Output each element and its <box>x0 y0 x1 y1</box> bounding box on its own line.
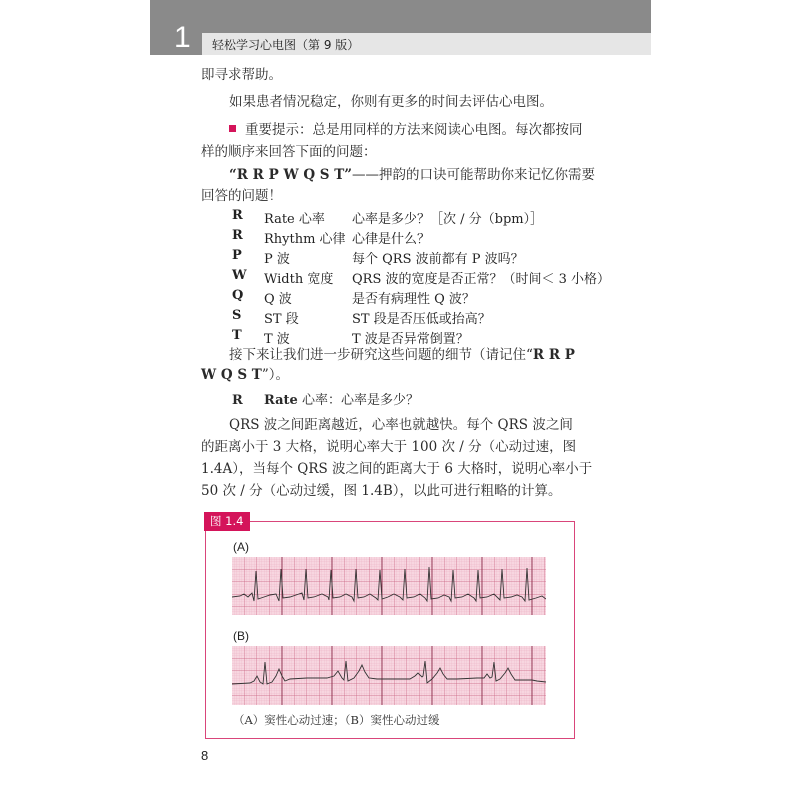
tip-line-2: 样的顺序来回答下面的问题： <box>201 144 377 160</box>
paragraph-stable: 如果患者情况稳定，你则有更多的时间去评估心电图。 <box>229 94 553 110</box>
rate-paragraph-line: QRS 波之间距离越近，心率也就越快。每个 QRS 波之间 <box>229 417 573 433</box>
next-line-1: 接下来让我们进一步研究这些问题的细节（请记住“R R P <box>229 347 575 363</box>
rate-paragraph-line: 1.4A），当每个 QRS 波之间的距离大于 6 大格时，说明心率小于 <box>201 461 593 477</box>
mnemonic-line-2: 回答的问题！ <box>201 188 282 204</box>
running-header <box>202 33 651 55</box>
panel-a-label: (A) <box>233 540 249 554</box>
panel-b-label: (B) <box>233 629 249 643</box>
rate-paragraph-line: 50 次 / 分（心动过缓，图 1.4B），以此可进行粗略的计算。 <box>201 483 562 499</box>
chapter-number-box <box>150 21 202 55</box>
header-band <box>150 0 651 33</box>
ecg-strip-tachycardia <box>232 557 546 615</box>
page-number: 8 <box>201 748 209 763</box>
mnemonic-line-1: “R R P W Q S T”——押韵的口诀可能帮助你来记忆你需要 <box>229 167 596 183</box>
figure-caption: （A）窦性心动过速；（B）窦性心动过缓 <box>233 713 440 727</box>
rate-paragraph-line: 的距离小于 3 大格，说明心率大于 100 次 / 分（心动过速，图 <box>201 439 577 455</box>
book-title: 轻松学习心电图（第 9 版） <box>212 38 360 52</box>
tip-line-1: 重要提示：总是用同样的方法来阅读心电图。每次都按同 <box>229 120 583 140</box>
paragraph-continuation: 即寻求帮助。 <box>201 67 282 83</box>
section-heading: R Rate 心率：心率是多少？ <box>232 393 419 408</box>
chapter-number: 1 <box>174 21 191 54</box>
figure-box <box>205 521 575 739</box>
next-line-2: W Q S T”）。 <box>201 367 289 383</box>
ecg-strip-bradycardia <box>232 646 546 705</box>
bullet-square-icon <box>229 125 236 132</box>
figure-tag: 图 1.4 <box>204 512 250 531</box>
